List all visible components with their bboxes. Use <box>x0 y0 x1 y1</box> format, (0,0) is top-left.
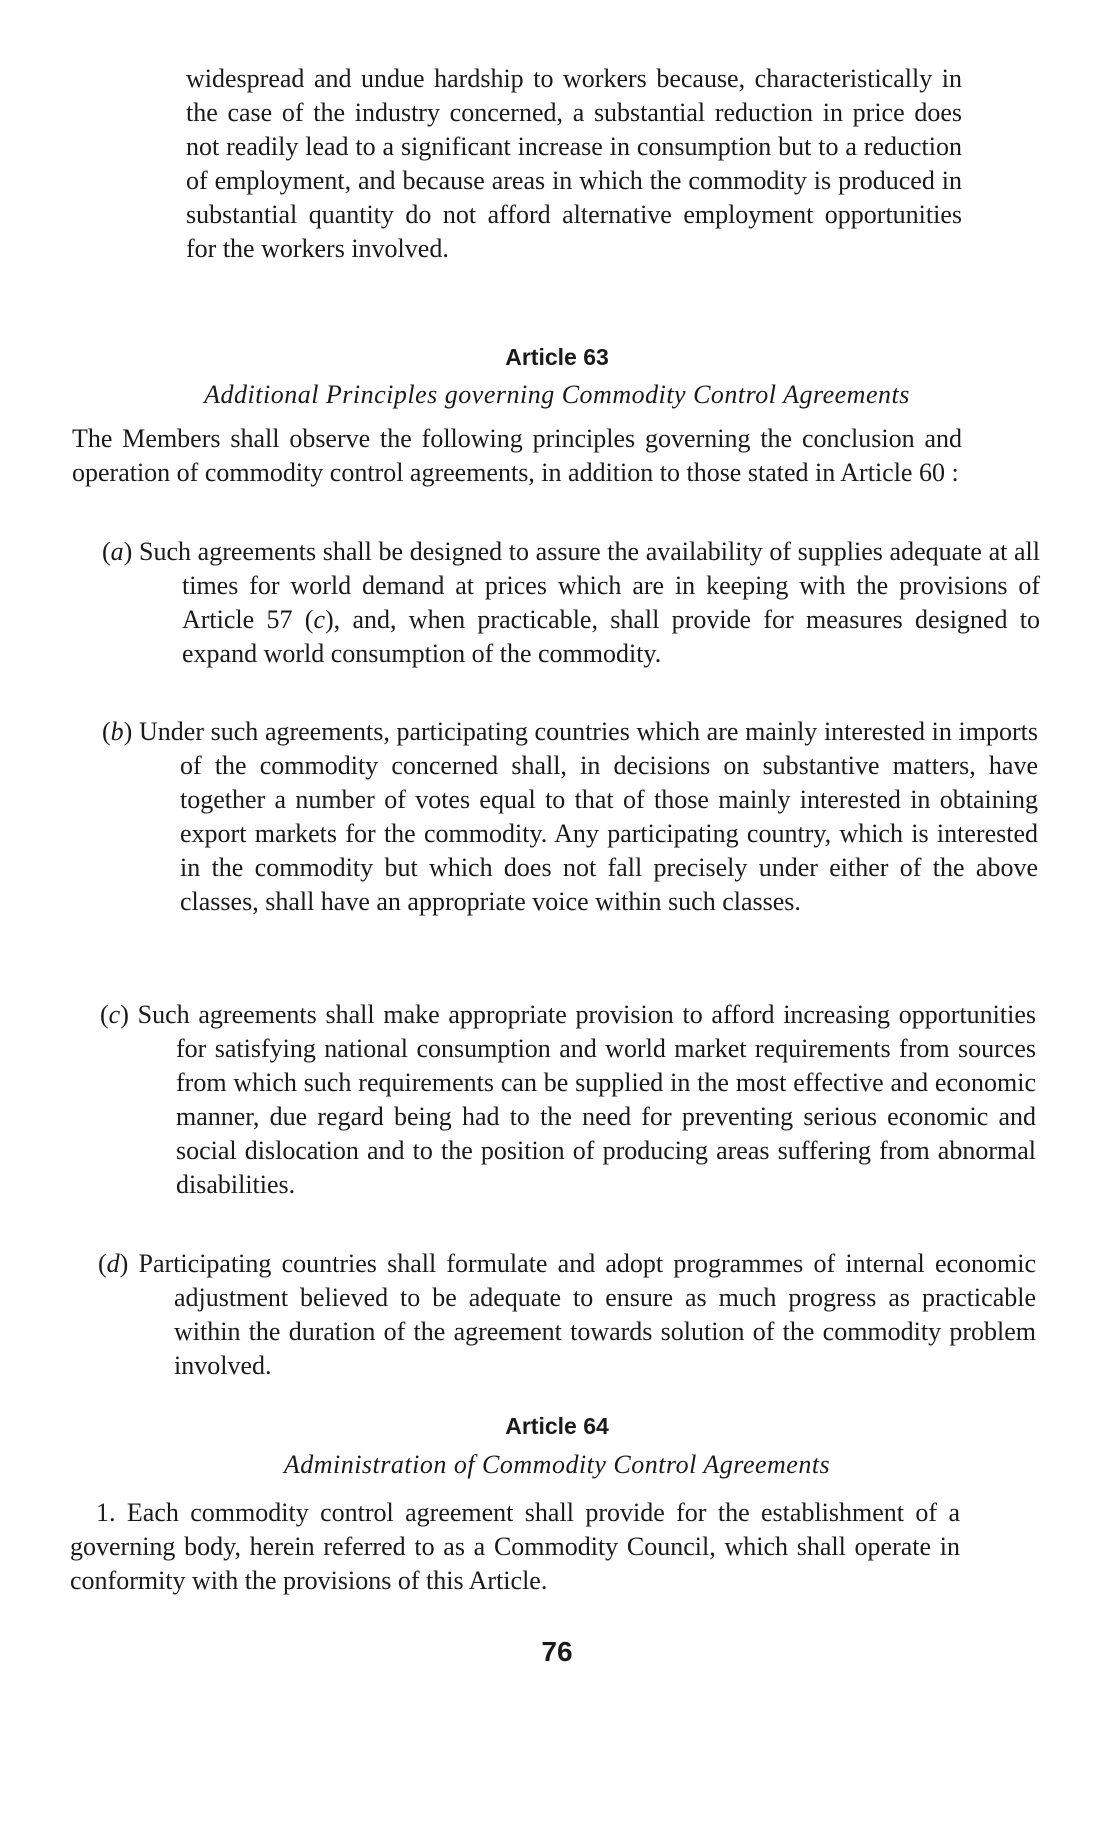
article-64-paragraph-1: 1. Each commodity control agreement shall provide for the establishment of a governing body, herein referred to as a Commodity Council, which shall operate in conformity with the provisions of this Article. <box>70 1498 960 1595</box>
opening-paragraph: widespread and undue hardship to workers because, characteristically in the case of the industry concerned, a substantial reduction in price does not readily lead to a significant increase in consumption but to a reduction of employment, and because areas in which the commodity is produced in substantial quantity do not afford alternative employment opportunities for the workers involved. <box>186 64 962 263</box>
item-d-marker: (d) <box>98 1249 129 1278</box>
item-b-marker: (b) <box>102 717 133 746</box>
article-64-title: Article 64 <box>505 1413 609 1439</box>
article-63-item-c <box>100 998 1036 1202</box>
item-c-text: Such agreements shall make appropriate provision to afford increasing opportunities for satisfying national consumption and world market requirements from sources from which such requirements can be supplied in the most effective and economic manner, due regard being had to the need for preventing serious economic and social dislocation and to the position of producing areas suffering from abnormal disabilities. <box>137 1000 1037 1199</box>
article-63-subtitle: Additional Principles governing Commodity Control Agreements <box>204 380 910 409</box>
page-number: 76 <box>541 1636 573 1667</box>
item-c-marker: (c) <box>100 1000 129 1029</box>
item-a-text: Such agreements shall be designed to assure the availability of supplies adequate at all times for world demand at prices which are in keeping with the provisions of Article 57 (c), and, when practicable, shall provide for measures designed to expand world consumption of the commodity. <box>139 537 1040 668</box>
item-d-text: Participating countries shall formulate and adopt programmes of internal economic adjustment believed to be adequate to ensure as much progress as practicable within the duration of the agreement towards solution of the commodity problem involved. <box>138 1249 1037 1380</box>
article-63-intro: The Members shall observe the following principles governing the conclusion and operation of commodity control agreements, in addition to those stated in Article 60 : <box>72 424 962 487</box>
article-64-subtitle: Administration of Commodity Control Agreements <box>283 1450 831 1479</box>
article-63-item-d <box>98 1247 1036 1383</box>
article-63-item-a <box>102 535 1040 671</box>
item-a-marker: (a) <box>102 537 133 566</box>
item-b-text: Under such agreements, participating countries which are mainly interested in imports of the commodity concerned shall, in decisions on substantive matters, have together a number of votes equal to that of those mainly interested in obtaining export markets for the commodity. Any participating country, which is interested in the commodity but which does not fall precisely under either of the above classes, shall have an appropriate voice within such classes. <box>139 717 1038 916</box>
article-63-item-b <box>102 715 1038 919</box>
article-63-title: Article 63 <box>505 344 609 370</box>
